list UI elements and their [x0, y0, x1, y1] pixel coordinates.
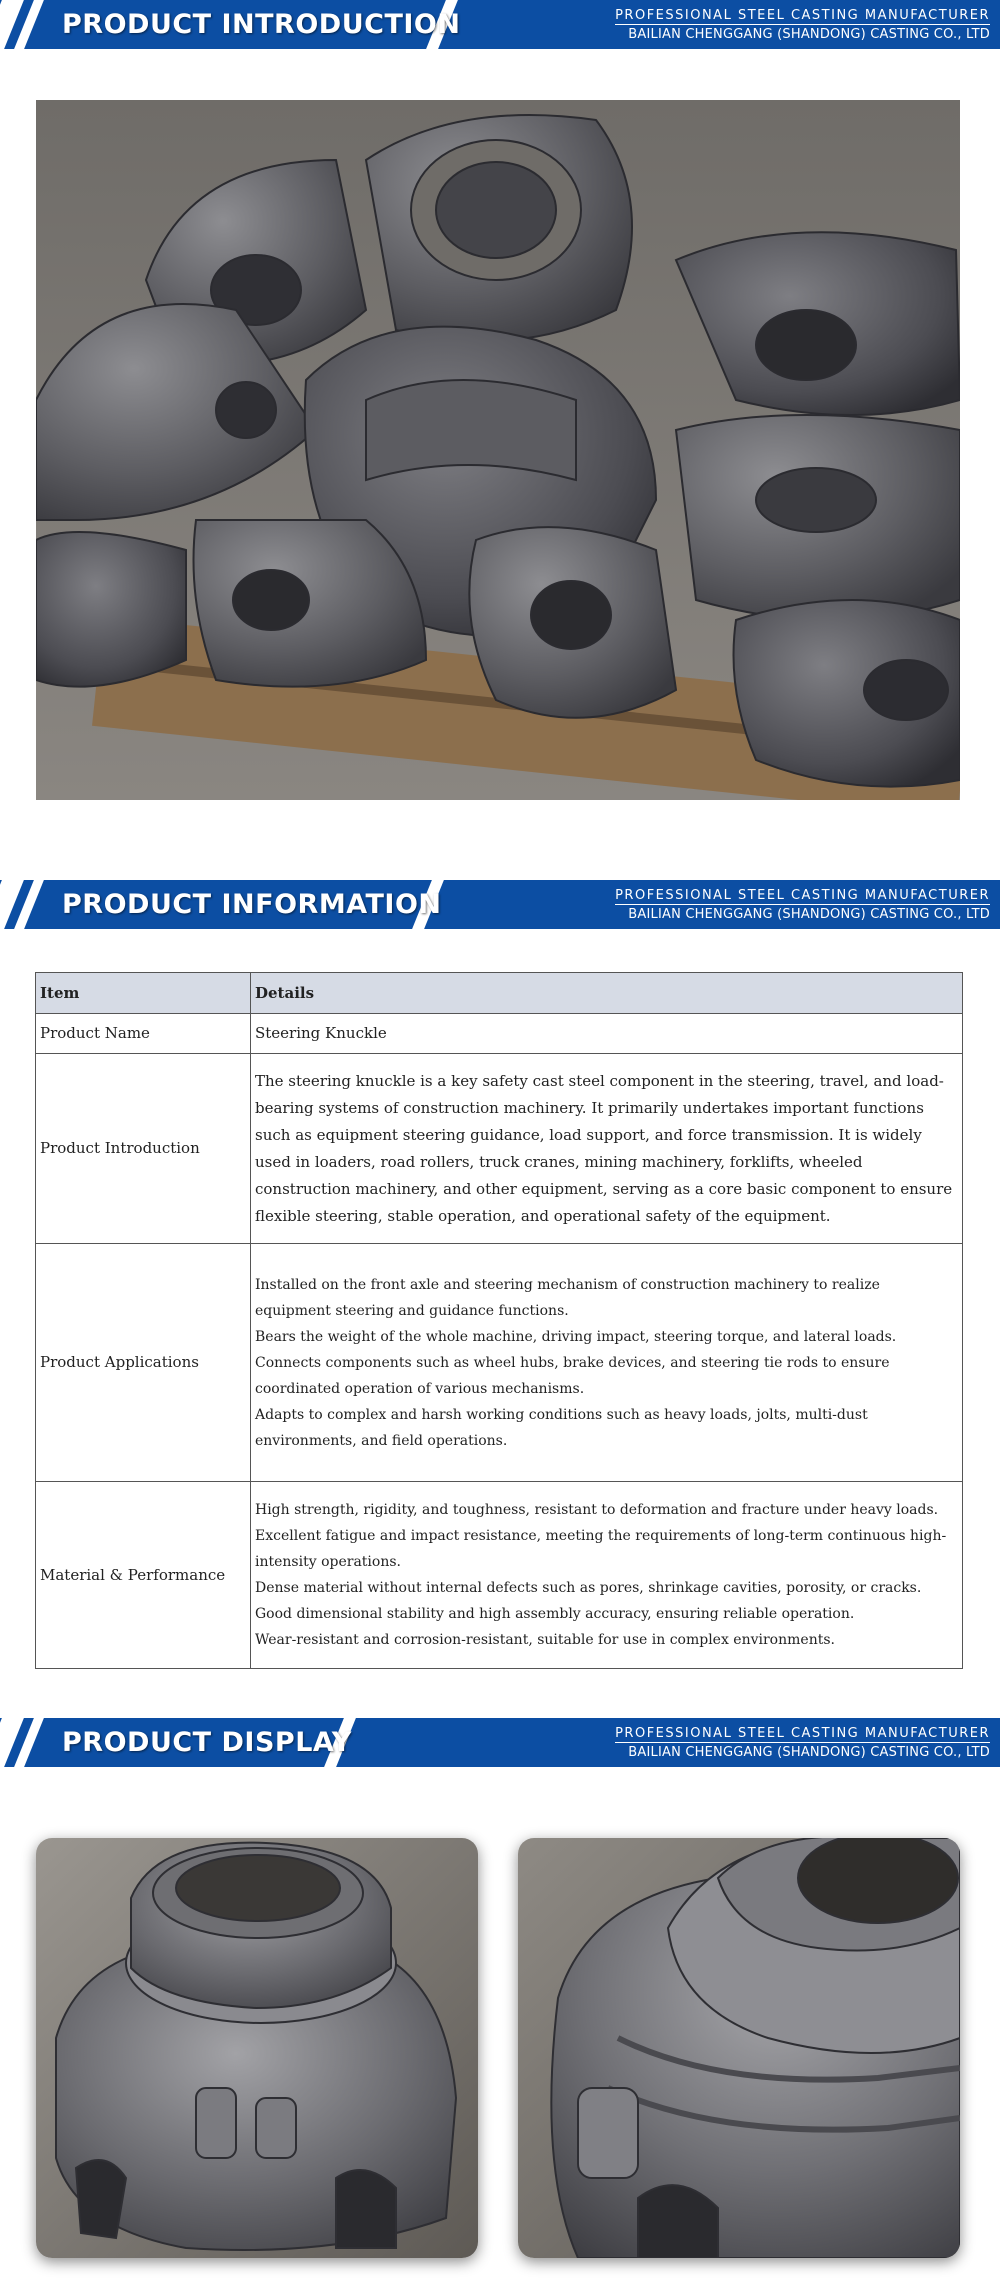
section-title: PRODUCT INTRODUCTION — [62, 9, 461, 40]
table-row — [36, 1482, 963, 1669]
application-line: Adapts to complex and harsh working conditions such as heavy loads, jolts, multi-dust environments, and field operations. — [255, 1406, 868, 1449]
row-label: Material & Performance — [36, 1482, 251, 1669]
table-row — [36, 1014, 963, 1054]
banner-company-block — [615, 1725, 990, 1761]
banner-tagline: PROFESSIONAL STEEL CASTING MANUFACTURER — [615, 1726, 990, 1741]
row-label: Product Applications — [36, 1244, 251, 1482]
table-row — [36, 1054, 963, 1244]
section-title: PRODUCT INFORMATION — [62, 889, 442, 920]
product-display-photo-2 — [518, 1838, 960, 2258]
row-label: Product Name — [36, 1014, 251, 1054]
row-label: Product Introduction — [36, 1054, 251, 1244]
application-line: Bears the weight of the whole machine, driving impact, steering torque, and lateral loads. — [255, 1328, 897, 1345]
banner-product-information — [0, 880, 1000, 929]
row-value: Steering Knuckle — [251, 1014, 963, 1054]
table-header-row — [36, 973, 963, 1014]
banner-company-block — [615, 7, 990, 43]
table-header-item: Item — [36, 973, 251, 1014]
product-info-table — [35, 972, 963, 1669]
banner-product-introduction — [0, 0, 1000, 49]
material-line: Wear-resistant and corrosion-resistant, suitable for use in complex environments. — [255, 1632, 835, 1648]
material-line: Good dimensional stability and high assembly accuracy, ensuring reliable operation. — [255, 1606, 855, 1622]
material-line: Excellent fatigue and impact resistance, meeting the requirements of long-term continuous high-intensity operations. — [255, 1528, 947, 1570]
application-line: Installed on the front axle and steering mechanism of construction machinery to realize equipment steering and guidance functions. — [255, 1276, 880, 1319]
banner-product-display — [0, 1718, 1000, 1767]
product-display-photo-1 — [36, 1838, 478, 2258]
banner-tagline: PROFESSIONAL STEEL CASTING MANUFACTURER — [615, 8, 990, 23]
row-value — [251, 1244, 963, 1482]
product-photo-pile — [36, 100, 960, 800]
row-value — [251, 1482, 963, 1669]
banner-company-name: BAILIAN CHENGGANG (SHANDONG) CASTING CO., LTD — [615, 1742, 990, 1761]
banner-company-name: BAILIAN CHENGGANG (SHANDONG) CASTING CO., LTD — [615, 904, 990, 923]
table-header-details: Details — [251, 973, 963, 1014]
banner-company-block — [615, 887, 990, 923]
material-line: High strength, rigidity, and toughness, resistant to deformation and fracture under heavy loads. — [255, 1502, 939, 1518]
section-title: PRODUCT DISPLAY — [62, 1727, 352, 1758]
banner-company-name: BAILIAN CHENGGANG (SHANDONG) CASTING CO., LTD — [615, 24, 990, 43]
row-value: The steering knuckle is a key safety cast steel component in the steering, travel, and load-bearing systems of construction machinery. It primarily undertakes important functions such as equipment steering guidance, load support, and force transmission. It is widely used in loaders, road rollers, truck cranes, mining machinery, forklifts, wheeled construction machinery, and other equipment, serving as a core basic component to ensure flexible steering, stable operation, and operational safety of the equipment. — [251, 1054, 963, 1244]
material-line: Dense material without internal defects such as pores, shrinkage cavities, porosity, or cracks. — [255, 1580, 922, 1596]
application-line: Connects components such as wheel hubs, brake devices, and steering tie rods to ensure coordinated operation of various mechanisms. — [255, 1354, 890, 1397]
table-row — [36, 1244, 963, 1482]
banner-tagline: PROFESSIONAL STEEL CASTING MANUFACTURER — [615, 888, 990, 903]
